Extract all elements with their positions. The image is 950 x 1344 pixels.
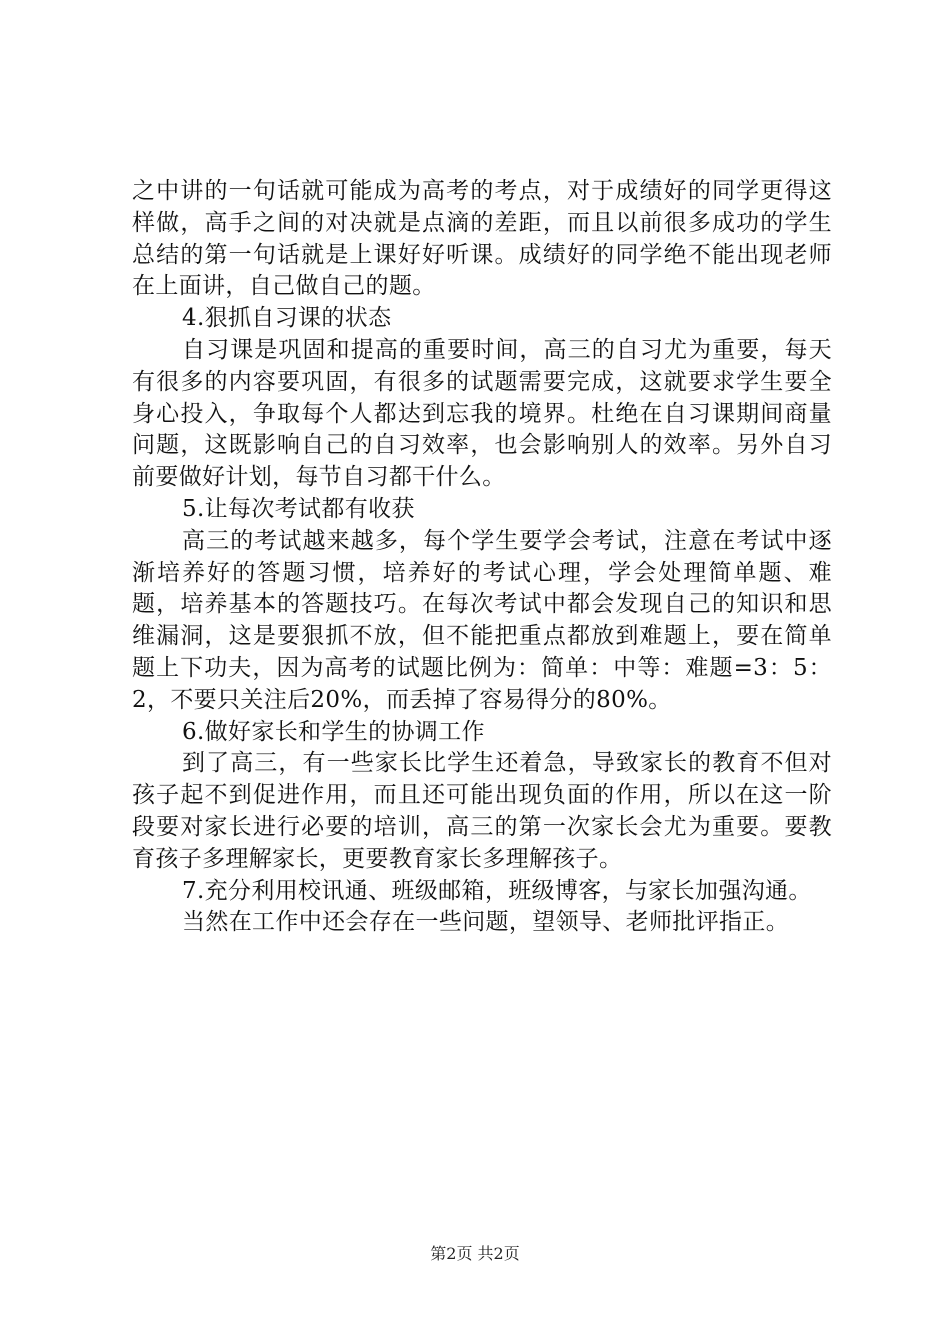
paragraph-exams: 高三的考试越来越多，每个学生要学会考试，注意在考试中逐渐培养好的答题习惯，培养好的考试心理，学会处理简单题、难题，培养基本的答题技巧。在每次考试中都会发现自己的知识和思维漏洞，这是要狠抓不放，但不能把重点都放到难题上，要在简单题上下功夫，因为高考的试题比例为：简单：中等：难题=3：5：2，不要只关注后20%，而丢掉了容易得分的80%。 [132,527,832,713]
paragraph-classroom-listening: 之中讲的一句话就可能成为高考的考点，对于成绩好的同学更得这样做，高手之间的对决就是点滴的差距，而且以前很多成功的学生总结的第一句话就是上课好好听课。成绩好的同学绝不能出现老师在上面讲，自己做自己的题。 [132,178,832,300]
paragraph-self-study: 自习课是巩固和提高的重要时间，高三的自习尤为重要，每天有很多的内容要巩固，有很多的试题需要完成，这就要求学生要全身心投入，争取每个人都达到忘我的境界。杜绝在自习课期间商量问题，这既影响自己的自习效率，也会影响别人的效率。另外自习前要做好计划，每节自习都干什么。 [132,336,832,491]
heading-exams: 5.让每次考试都有收获 [182,495,415,522]
heading-self-study: 4.狠抓自习课的状态 [182,305,392,332]
document-body [132,176,832,939]
page-number-footer: 第2页 共2页 [430,1244,520,1263]
heading-communication-tools: 7.充分利用校讯通、班级邮箱，班级博客，与家长加强沟通。 [182,877,812,904]
paragraph-parent-coordination: 到了高三，有一些家长比学生还着急，导致家长的教育不但对孩子起不到促进作用，而且还可能出现负面的作用，所以在这一阶段要对家长进行必要的培训，高三的第一次家长会尤为重要。要教育孩子多理解家长，更要教育家长多理解孩子。 [132,750,832,872]
paragraph-closing: 当然在工作中还会存在一些问题，望领导、老师批评指正。 [182,909,790,936]
heading-parent-coordination: 6.做好家长和学生的协调工作 [182,718,485,745]
